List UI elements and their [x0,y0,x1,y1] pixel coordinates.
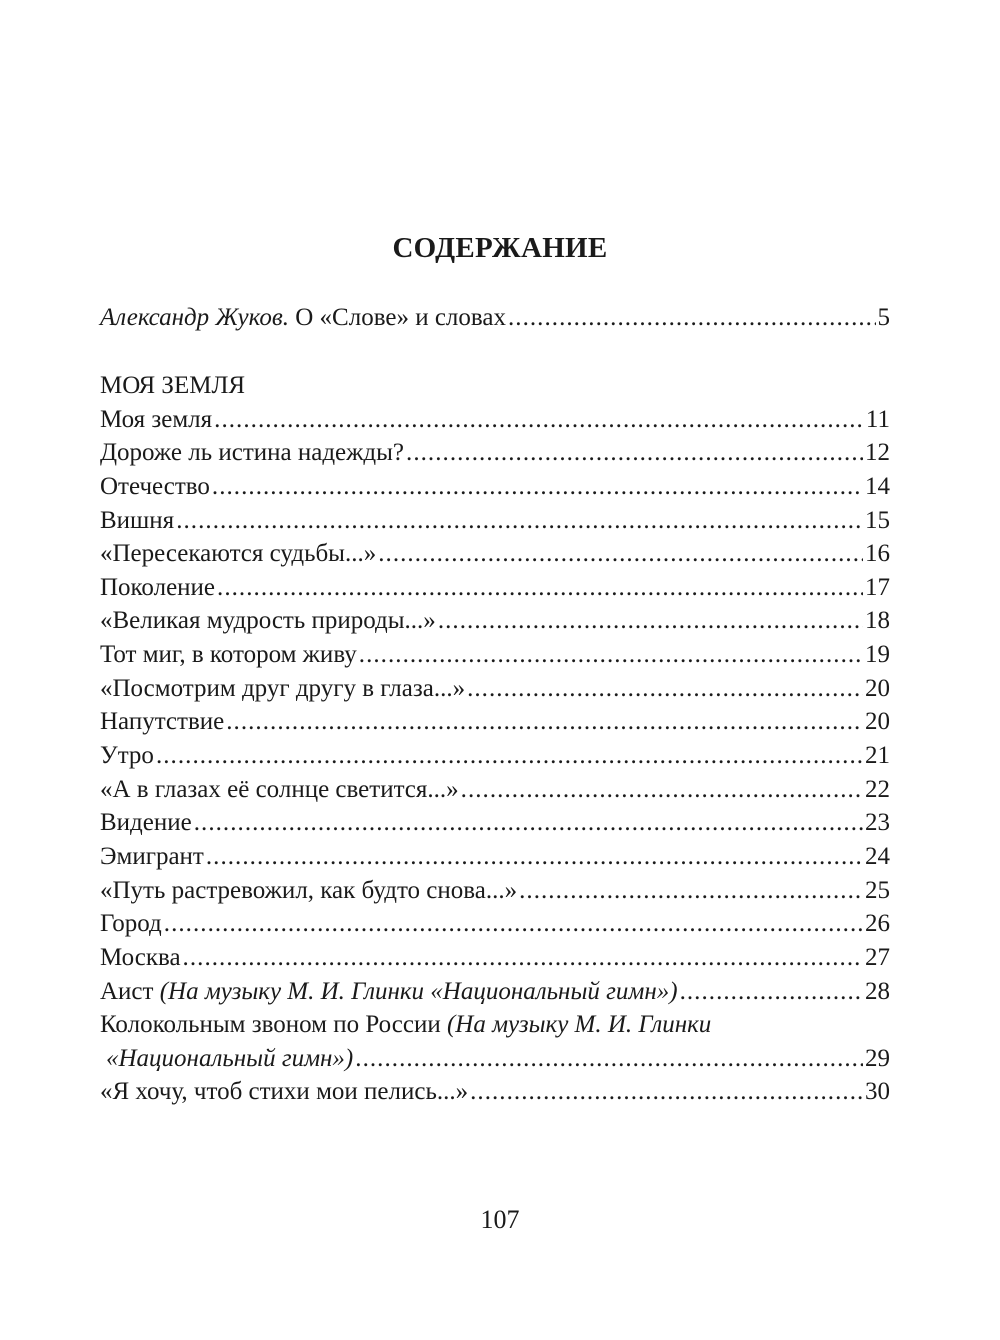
toc-entry [100,941,890,975]
entry-page: 20 [865,674,890,702]
entry-page: 27 [865,943,890,971]
entry-text [100,403,212,437]
toc-entry [100,638,890,672]
entry-text [100,773,459,807]
entry-title: Город [100,910,162,938]
entry-page: 24 [865,842,890,870]
dot-leader [183,941,863,975]
entry-page: 28 [865,977,890,1005]
toc-entry [100,907,890,941]
entry-page: 11 [865,405,890,433]
toc-entry [100,504,890,538]
entry-text [100,941,181,975]
entry-title: Колокольным звоном по России [100,1011,441,1039]
entry-text [100,705,224,739]
dot-leader [217,571,863,605]
entry-page: 29 [865,1044,890,1072]
toc-section [100,369,890,1109]
toc-entry [100,672,890,706]
entry-text [100,840,204,874]
entry-text [100,907,162,941]
dot-leader [406,436,863,470]
entry-title: «Пересекаются судьбы...» [100,540,377,568]
entry-page: 17 [865,573,890,601]
entry-title: Отечество [100,472,210,500]
entry-page: 16 [865,540,890,568]
page-title: СОДЕРЖАНИЕ [392,232,608,264]
entry-text [100,806,192,840]
toc-entry [100,537,890,571]
toc-entry [100,806,890,840]
entry-note: (На музыку М. И. Глинки [446,1011,712,1039]
dot-leader [176,504,863,538]
toc-entry [100,1075,890,1109]
entry-title: Утро [100,742,154,770]
toc-entry [100,975,890,1009]
entry-text [100,571,215,605]
entry-text [100,672,465,706]
entry-page: 25 [865,876,890,904]
dot-leader [214,403,864,437]
toc-entry [100,739,890,773]
dot-leader [226,705,863,739]
dot-leader [519,874,863,908]
dot-leader [359,638,863,672]
dot-leader [470,1075,863,1109]
toc-entry [100,705,890,739]
entry-page: 18 [865,607,890,635]
entry-title: Москва [100,943,181,971]
toc-entry-continued [100,1042,890,1076]
dot-leader [467,672,863,706]
entry-text [100,436,404,470]
toc-entry [100,874,890,908]
entry-title: Тот миг, в котором живу [100,641,357,669]
entry-title: «Я хочу, чтоб стихи мои пелись...» [100,1078,469,1106]
entry-title: Напутствие [100,708,225,736]
entry-page: 5 [877,304,890,331]
dot-leader [378,537,863,571]
section-heading: МОЯ ЗЕМЛЯ [100,372,246,399]
dot-leader [508,301,876,335]
entry-title: Видение [100,809,192,837]
entry-text [100,739,154,773]
entry-page: 21 [865,742,890,770]
entry-note: «Национальный гимн») [106,1044,354,1072]
entry-text [100,1042,353,1076]
entry-text [100,874,517,908]
entry-title: Поколение [100,573,216,601]
page-number: 107 [480,1205,520,1234]
entry-title: Аист [100,977,154,1005]
entry-title: Эмигрант [100,842,204,870]
dot-leader [194,806,863,840]
entry-page: 23 [865,809,890,837]
dot-leader [206,840,863,874]
dot-leader [461,773,863,807]
dot-leader [680,975,863,1009]
entry-page: 15 [865,506,890,534]
entry-page: 12 [865,439,890,467]
entry-page: 19 [865,641,890,669]
entry-text [100,537,376,571]
entry-title: «Великая мудрость природы...» [100,607,436,635]
entry-text [100,638,357,672]
dot-leader [212,470,863,504]
entry-title: «Путь растревожил, как будто снова...» [100,876,518,904]
dot-leader [355,1042,863,1076]
entry-text [100,975,678,1009]
entry-page: 14 [865,472,890,500]
entry-text [100,470,210,504]
entry-page: 30 [865,1078,890,1106]
entry-title: Моя земля [100,405,213,433]
toc-entry [100,436,890,470]
entry-note: (На музыку М. И. Глинки «Национальный гимн») [159,977,678,1005]
entry-text [100,1075,468,1109]
toc-entry [100,840,890,874]
entry-title: «А в глазах её солнце светится...» [100,775,459,803]
toc-entry [100,403,890,437]
toc-entry [100,470,890,504]
entry-title: «Посмотрим друг другу в глаза...» [100,674,466,702]
entry-title: Дороже ль истина надежды? [100,439,405,467]
toc-entry [100,301,890,335]
entry-text [100,604,436,638]
entry-page: 22 [865,775,890,803]
toc-entry [100,604,890,638]
toc-entry [100,773,890,807]
toc-entry [100,571,890,605]
entry-author: Александр Жуков. [100,304,289,331]
entry-text [100,504,174,538]
dot-leader [438,604,863,638]
dot-leader [164,907,863,941]
dot-leader [156,739,863,773]
entry-text [100,1008,711,1042]
toc-entry [100,1008,890,1042]
entry-page: 26 [865,910,890,938]
entry-page: 20 [865,708,890,736]
entry-title: Вишня [100,506,175,534]
toc-intro [100,301,890,335]
entry-title: О «Слове» и словах [295,304,506,331]
